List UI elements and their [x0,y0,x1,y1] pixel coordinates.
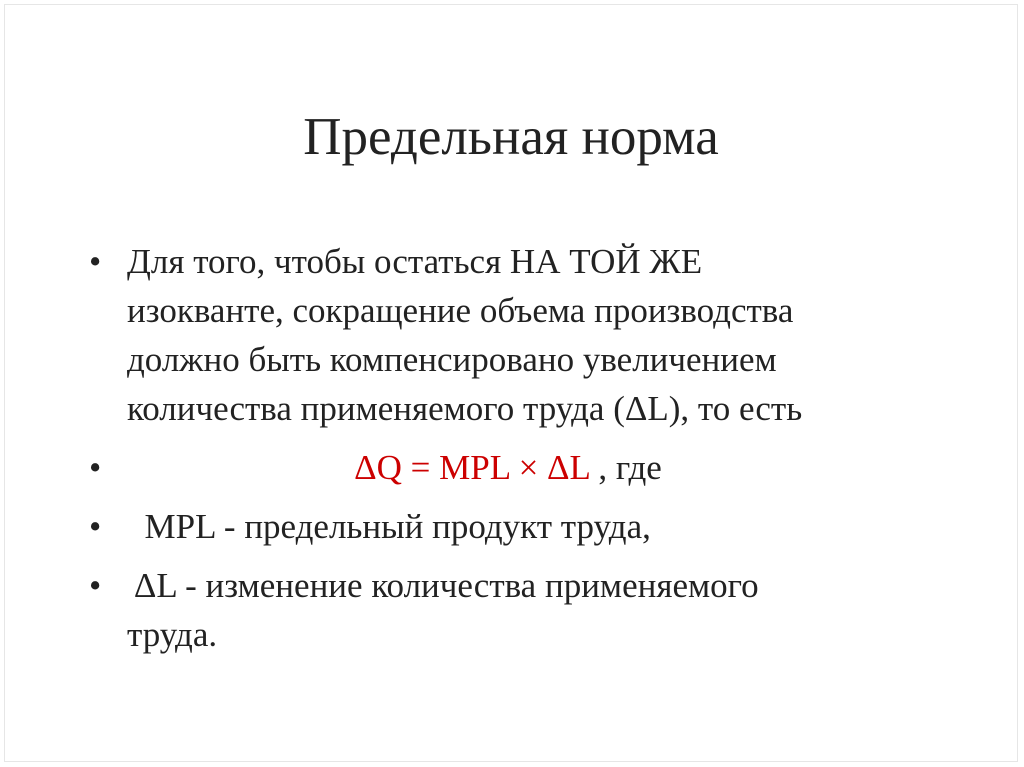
formula-line [127,443,949,492]
text-line: ΔL - изменение количества применяемого [127,566,759,605]
bullet-marker: • [89,242,102,281]
slide-title: Предельная норма [303,108,719,166]
text-line: должно быть компенсировано увеличением [127,340,777,379]
bullet-item-mpl [89,502,949,551]
text-line: MPL - предельный продукт труда, [127,507,651,546]
bullet-marker: • [89,566,102,605]
slide [4,4,1018,762]
bullet-item-delta-l [89,561,949,659]
formula: ΔQ = MPL × ΔL [354,448,590,487]
bullet-item-formula [89,443,949,492]
text-line: изокванте, сокращение объема производства [127,291,794,330]
bullet-marker: • [89,448,102,487]
bullet-list [89,237,949,669]
bullet-marker: • [89,507,102,546]
text-line: труда. [127,615,218,654]
formula-suffix: , где [589,448,662,487]
text-line: количества применяемого труда (ΔL), то есть [127,389,803,428]
bullet-item-definition [89,237,949,433]
text-line: Для того, чтобы остаться НА ТОЙ ЖЕ [127,242,703,281]
